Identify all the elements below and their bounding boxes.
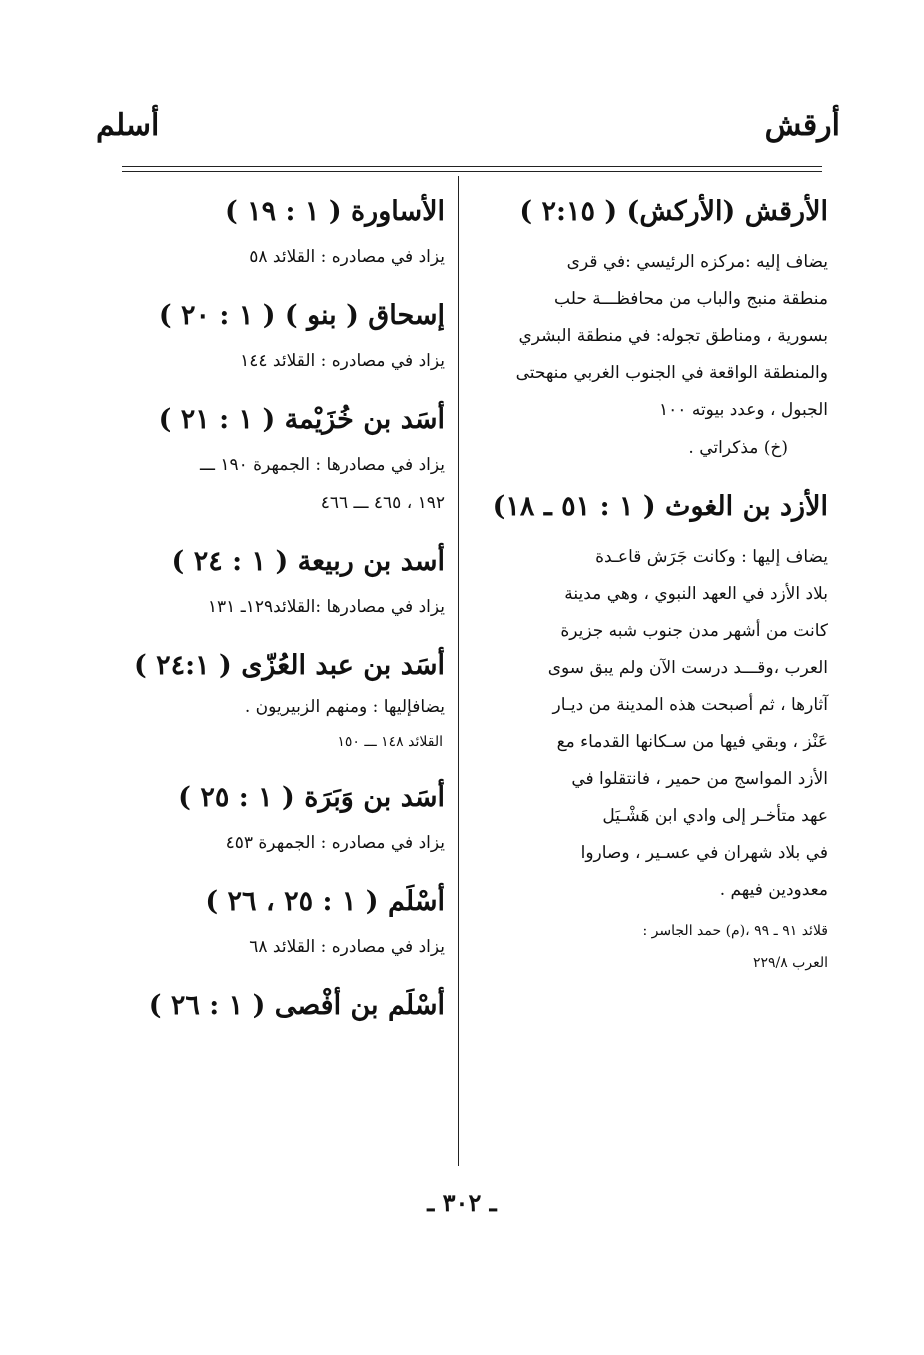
entry-title-alazd: الأزد بن الغوث ( ١ : ٥١ ـ ١٨) xyxy=(492,491,828,522)
entry-title-asad-rabia: أسد بن ربيعة ( ١ : ٢٤ ) xyxy=(171,546,445,577)
entry-line: عهد متأخـر إلى وادي ابن هَشْـيَل xyxy=(602,806,828,826)
header-rule-bottom xyxy=(122,171,822,172)
entry-line: عَنْز ، وبقي فيها من سـكانها القدماء مع xyxy=(556,732,828,752)
entry-source: (خ) مذكراتي . xyxy=(688,438,788,458)
entry-note: يزاد في مصادره : القلائد ١٤٤ xyxy=(240,351,445,371)
entry-line: يضاف إليها : وكانت جَرَش قاعـدة xyxy=(595,547,828,567)
entry-title-aslam-afsa: أسْلَم بن أفْصى ( ١ : ٢٦ ) xyxy=(148,990,445,1021)
entry-line: يضاف إليه :مركزه الرئيسي :في قرى xyxy=(566,252,828,272)
entry-note-continued: القلائد ١٤٨ ـــ ١٥٠ xyxy=(337,734,443,750)
entry-title-asad-wabara: أسَد بن وَبَرَة ( ١ : ٢٥ ) xyxy=(178,782,445,813)
entry-line: الأزد المواسج من حمير ، فانتقلوا في xyxy=(571,769,828,789)
left-column xyxy=(100,180,445,1026)
entry-title-alarqash: الأرقش (الأركش) ( ٢:١٥ ) xyxy=(519,196,828,227)
column-divider xyxy=(458,176,459,1166)
entry-title-alasawira: الأساورة ( ١ : ١٩ ) xyxy=(224,196,445,227)
running-header-left: أسلم xyxy=(96,108,160,143)
entry-line: بلاد الأزد في العهد النبوي ، وهي مدينة xyxy=(564,584,828,604)
running-header-right: أرقش xyxy=(764,108,840,143)
entry-line: آثارها ، ثم أصبحت هذه المدينة من ديـار xyxy=(552,695,828,715)
entry-note: يضافإليها : ومنهم الزبيريون . xyxy=(244,697,445,717)
entry-note: يزاد في مصادرها :القلائد١٢٩ـ ١٣١ xyxy=(207,597,445,617)
entry-note: يزاد في مصادره : القلائد ٥٨ xyxy=(249,247,445,267)
entry-source: العرب ٢٢٩/٨ xyxy=(752,955,828,971)
entry-title-asad-khuzayma: أسَد بن خُزَيْمة ( ١ : ٢١ ) xyxy=(158,404,445,435)
entry-line: العرب ،وقـــد درست الآن ولم يبق سوى xyxy=(547,658,828,678)
header-rule-top xyxy=(122,166,822,167)
entry-line: معدودين فيهم . xyxy=(719,880,828,900)
entry-line: كانت من أشهر مدن جنوب شبه جزيرة xyxy=(560,621,828,641)
entry-line: بسورية ، ومناطق تجوله: في منطقة البشري xyxy=(518,326,828,346)
page-number-text: ـ ٣٠٢ ـ xyxy=(427,1188,497,1217)
entry-line: في بلاد شهران في عسـير ، وصاروا xyxy=(580,843,828,863)
entry-note: يزاد في مصادرها : الجمهرة ١٩٠ ـــ xyxy=(200,455,445,475)
entry-source: قلائد ٩١ ـ ٩٩ ،(م) حمد الجاسر : xyxy=(642,923,828,939)
entry-title-ishaq: إسحاق ( بنو ) ( ١ : ٢٠ ) xyxy=(158,300,445,331)
entry-note-continued: ١٩٢ ، ٤٦٥ ـــ ٤٦٦ xyxy=(320,493,445,513)
entry-title-aslam: أسْلَم ( ١ : ٢٥ ، ٢٦ ) xyxy=(205,886,445,917)
entry-line: والمنطقة الواقعة في الجنوب الغربي منهحتى xyxy=(515,363,828,383)
entry-line: الجبول ، وعدد بيوته ١٠٠ xyxy=(659,400,828,420)
entry-line: منطقة منبج والباب من محافظـــة حلب xyxy=(554,289,828,309)
page-number xyxy=(0,1188,924,1217)
entry-note: يزاد في مصادره : القلائد ٦٨ xyxy=(249,937,445,957)
right-column xyxy=(468,180,828,979)
entry-note: يزاد في مصادره : الجمهرة ٤٥٣ xyxy=(225,833,445,853)
entry-title-asad-abd-aluzza: أسَد بن عبد العُزّى ( ٢٤:١ ) xyxy=(133,650,445,681)
